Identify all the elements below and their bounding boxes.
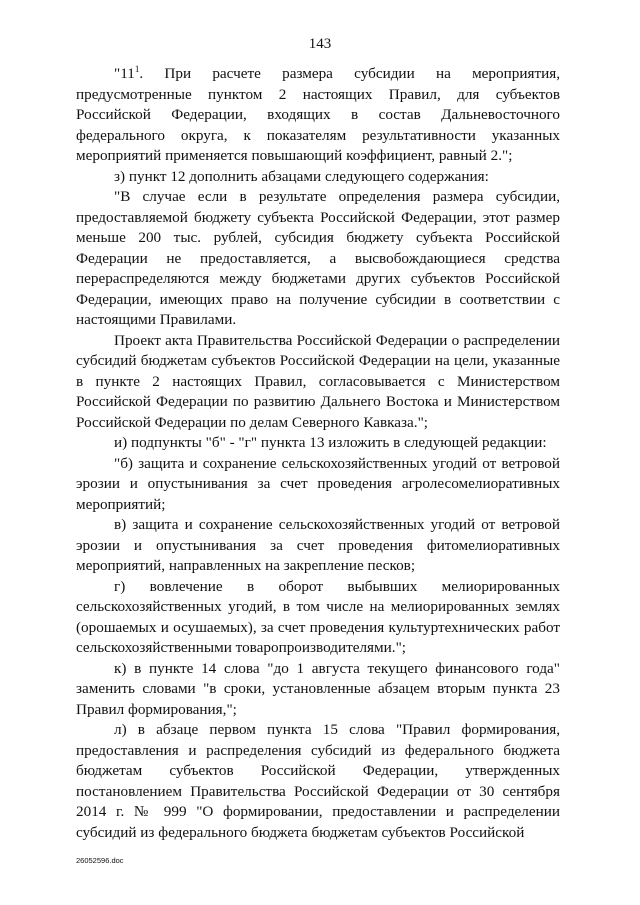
paragraph-draft-act: Проект акта Правительства Российской Федерации о распределении субсидий бюджетам субъектов Российской Федерации на цели, указанные в пункте 2 настоящих Правил, согласовывается с Министерством Российской Федерации по развитию Дальнего Востока и Министерством Российской Федерации по делам Северного Кавказа."; [76,331,560,431]
file-name-footer: 26052596.doc [76,856,124,865]
paragraph-subsidy-threshold: "В случае если в результате определения размера субсидии, предоставляемой бюджету субъекта Российской Федерации, этот размер меньше 200 тыс. рублей, субсидия бюджету субъекта Российской Федерации не предоставляется, а высвобождающиеся средства перераспределяются между бюджетами других субъектов Российской Федерации, имеющих право на получение субсидии в соответствии с настоящими Правилами. [76,188,560,328]
paragraph-11-1: "$11^1$. При расчете размера субсидии на мероприятия, предусмотренные пунктом 2 настоящих Правил, для субъектов Российской Федерации, входящих в состав Дальневосточного федерального округа, к показателям результативности указанных мероприятий применяется повышающий коэффициент, равный 2."; [76,64,560,164]
superscript-index: 1 [134,64,140,74]
page-number: 143 [308,36,332,52]
paragraph-z: з) пункт 12 дополнить абзацами следующего содержания: [114,167,489,185]
paragraph-i: и) подпункты "б" - "г" пункта 13 изложить в следующей редакции: [114,434,547,451]
paragraph-l: л) в абзаце первом пункта 15 слова "Правил формирования, предоставления и распределения субсидий из федерального бюджета бюджетам субъектов Российской Федерации, утвержденных постановлением Правительства Российской Федерации от 30 сентября 2014 г. № 999 "О формировании, предоставлении и распределении субсидий из федерального бюджета бюджетам субъектов Российской [76,721,560,841]
paragraph-g: г) вовлечение в оборот выбывших мелиорированных сельскохозяйственных угодий, в том числе на мелиорированных землях (орошаемых и осушаемых), за счет проведения культуртехнических работ сельскохозяйственными товаропроизводителями."; [76,577,560,656]
paragraph-v: в) защита и сохранение сельскохозяйственных угодий от ветровой эрозии и опустынивания за счет проведения фитомелиоративных мероприятий, направленных на закрепление песков; [76,516,560,574]
document-body [76,64,560,843]
paragraph-k: к) в пункте 14 слова "до 1 августа текущего финансового года" заменить словами "в сроки, установленные абзацем вторым пункта 23 Правил формирования,"; [76,659,560,718]
paragraph-b: "б) защита и сохранение сельскохозяйственных угодий от ветровой эрозии и опустынивания за счет проведения агролесомелиоративных мероприятий; [76,454,560,513]
